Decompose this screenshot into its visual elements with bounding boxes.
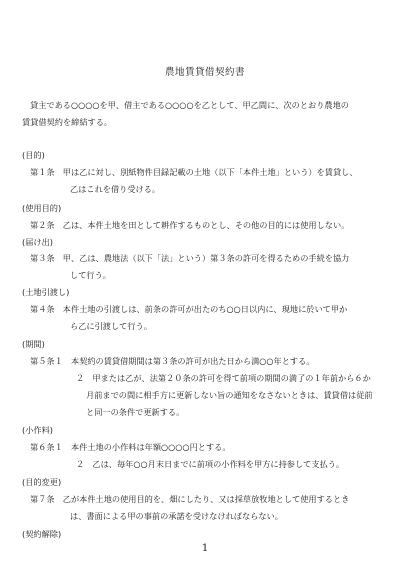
article-5-line-4: と同一の条件で更新する。 (86, 407, 185, 417)
section-heading-rent: (小作料) (22, 425, 53, 435)
document-title: 農地賃貸借契約書 (164, 67, 245, 78)
article-1-line-1: 第１条 甲は乙に対し、別紙物件目録記載の土地（以下「本件土地」という）を賃貸し、 (30, 167, 358, 177)
article-3-line-2: して行う。 (70, 270, 111, 280)
article-5-line-2: ２ 甲または乙が、法第２０条の許可を得て前項の期間の満了の１年前から６か (76, 373, 371, 383)
article-2-line-1: 第２条 乙は、本件土地を田として耕作するものとし、その他の目的には使用しない。 (30, 220, 350, 230)
article-7-line-1: 第７条 乙が本件土地の使用目的を、畑にしたり、又は採草放牧地として使用するとき (30, 494, 350, 504)
article-3-line-1: 第３条 甲、乙は、農地法（以下「法」という）第３条の許可を得るための手続を協力 (30, 253, 350, 263)
article-1-line-2: 乙はこれを借り受ける。 (70, 184, 161, 194)
article-5-line-1: 第５条１ 本契約の賃貸借期間は第３条の許可が出た日から満○○年とする。 (30, 356, 315, 366)
article-6-line-1: 第６条１ 本件土地の小作料は年額○○○○円とする。 (30, 442, 231, 452)
section-heading-purpose: (目的) (22, 150, 45, 160)
article-4-line-1: 第４条 本件土地の引渡しは、前条の許可が出たのち○○日以内に、現地に於いて甲か (30, 304, 348, 314)
article-7-line-2: は、書面による甲の事前の承諾を受けなければならない。 (70, 511, 283, 521)
article-4-line-2: ら乙に引渡して行う。 (70, 321, 152, 331)
article-5-line-3: 月前までの間に相手方に更新しない旨の通知をなさないときは、賃貸借は従前 (86, 390, 373, 400)
intro-line-1: 貸主である○○○○を甲、借主である○○○○を乙として、甲乙間に、次のとおり農地の (30, 100, 349, 110)
section-heading-term: (期間) (22, 339, 45, 349)
section-heading-handover: (土地引渡し) (22, 287, 70, 297)
section-heading-termination: (契約解除) (22, 529, 62, 539)
section-heading-purpose-change: (目的変更) (22, 477, 62, 487)
page-number: 1 (201, 543, 209, 554)
section-heading-notification: (届け出) (22, 237, 53, 247)
intro-line-2: 賃貸借契約を締結する。 (22, 117, 113, 127)
section-heading-usage: (使用目的) (22, 203, 62, 213)
article-6-line-2: ２ 乙は、毎年○○月末日までに前項の小作料を甲方に持参して支払う。 (76, 459, 345, 469)
